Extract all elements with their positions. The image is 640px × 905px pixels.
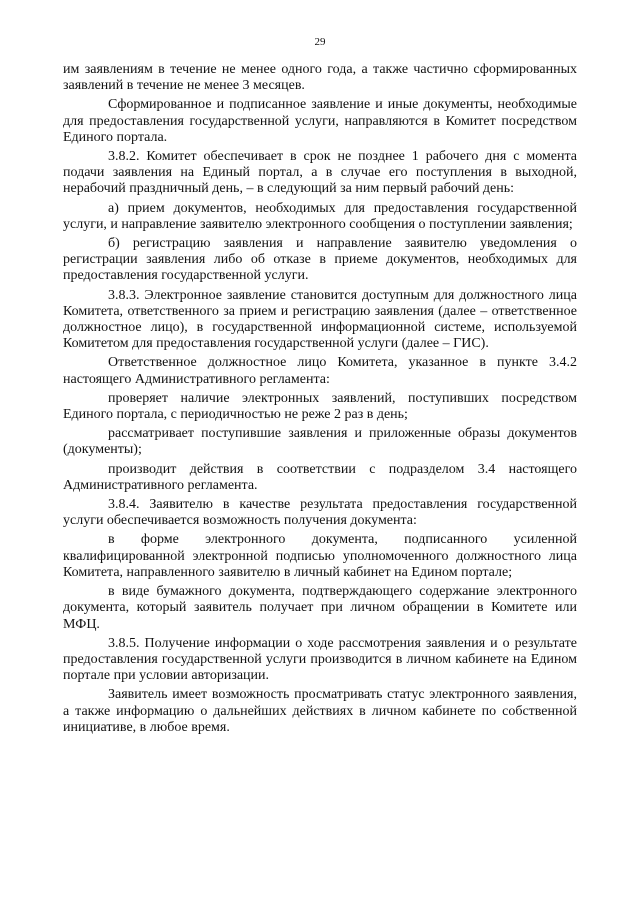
paragraph: 3.8.5. Получение информации о ходе рассмотрения заявления и о результате предоставления государственной услуги производится в личном кабинете на Едином портале при условии авторизации. — [63, 635, 577, 684]
paragraph: производит действия в соответствии с подразделом 3.4 настоящего Административного регламента. — [63, 461, 577, 493]
paragraph: проверяет наличие электронных заявлений, поступивших посредством Единого портала, с периодичностью не реже 2 раз в день; — [63, 390, 577, 423]
paragraph: 3.8.4. Заявителю в качестве результата предоставления государственной услуги обеспечивается возможность получения документа: — [63, 497, 577, 529]
paragraph: Заявитель имеет возможность просматривать статус электронного заявления, а также информацию о дальнейших действиях в личном кабинете по собственной инициативе, в любое время. — [63, 687, 577, 735]
paragraph: 3.8.2. Комитет обеспечивает в срок не позднее 1 рабочего дня с момента подачи заявления на Единый портал, а в случае его поступления в выходной, нерабочий праздничный день, – в следующий за ним первый рабочий день: — [63, 149, 577, 197]
paragraph: в виде бумажного документа, подтверждающего содержание электронного документа, который заявитель получает при личном обращении в Комитете или МФЦ. — [63, 584, 577, 632]
paragraph: им заявлениям в течение не менее одного года, а также частично сформированных заявлений в течение не менее 3 месяцев. — [63, 62, 577, 94]
document-body — [63, 62, 577, 736]
paragraph: рассматривает поступившие заявления и приложенные образы документов (документы); — [63, 426, 577, 458]
paragraph: Ответственное должностное лицо Комитета, указанное в пункте 3.4.2 настоящего Административного регламента: — [63, 355, 577, 387]
paragraph: 3.8.3. Электронное заявление становится доступным для должностного лица Комитета, ответственного за прием и регистрацию заявления (далее – ответственное должностное лицо), в государственной информационной системе, используемой Комитетом для предоставления государственной услуги (далее – ГИС). — [63, 287, 577, 352]
paragraph: в форме электронного документа, подписанного усиленной квалифицированной электронной подписью уполномоченного должностного лица Комитета, направленного заявителю в личный кабинет на Едином портале; — [63, 532, 577, 580]
paragraph: б) регистрацию заявления и направление заявителю уведомления о регистрации заявления либо об отказе в приеме документов, необходимых для предоставления государственной услуги. — [63, 236, 577, 284]
page-number: 29 — [314, 36, 326, 48]
paragraph: Сформированное и подписанное заявление и иные документы, необходимые для предоставления государственной услуги, направляются в Комитет посредством Единого портала. — [63, 97, 577, 145]
paragraph: а) прием документов, необходимых для предоставления государственной услуги, и направление заявителю электронного сообщения о поступлении заявления; — [63, 200, 577, 232]
